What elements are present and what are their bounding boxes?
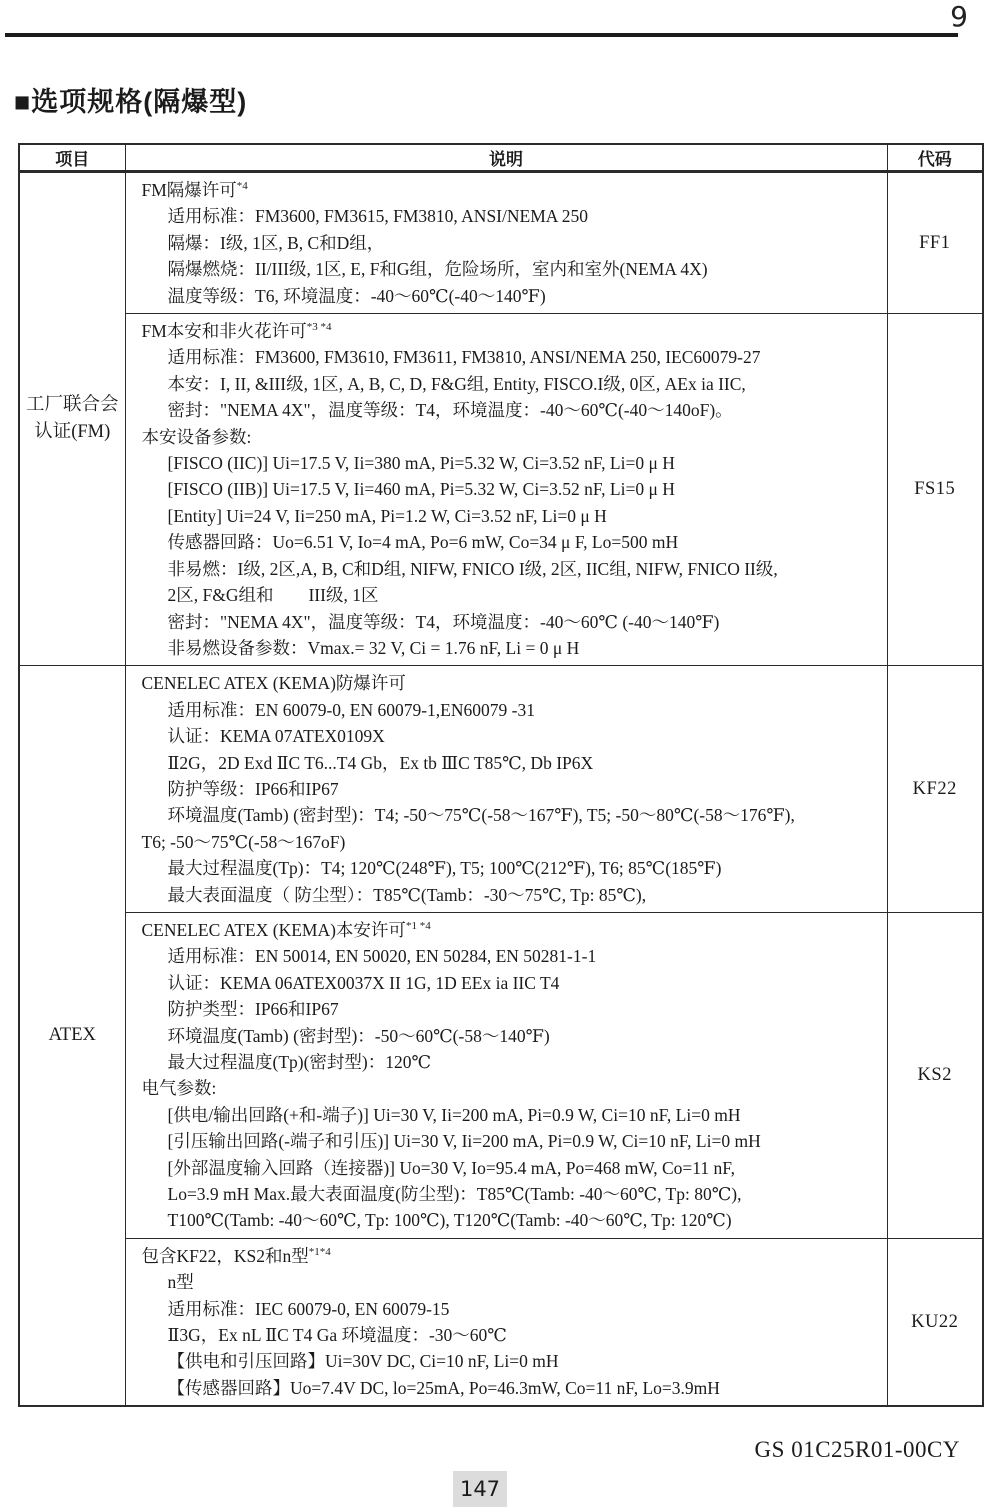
- footnote-marker: *4: [236, 180, 248, 193]
- description-cell: [125, 1238, 887, 1406]
- spec-line: 包含KF22，KS2和n型$^{*1*4}$: [141, 1245, 331, 1266]
- spec-line: [供电/输出回路(+和-端子)] Ui=30 V, Ii=200 mA, Pi=0.9 W, Ci=10 nF, Li=0 mH: [167, 1104, 741, 1125]
- spec-line: FM本安和非火花许可$^{*3 *4}$: [141, 321, 332, 342]
- page-number-bottom: 147: [453, 1471, 507, 1507]
- spec-line: 本安设备参数:: [141, 426, 252, 447]
- spec-line: n型: [167, 1272, 194, 1293]
- spec-line: FM隔爆许可$^{*4}$: [141, 180, 248, 200]
- spec-line: 最大过程温度(Tp)：T4; 120℃(248℉), T5; 100℃(212℉), T6; 85℃(185℉): [167, 858, 722, 879]
- spec-line: 认证：KEMA 07ATEX0109X: [167, 726, 385, 747]
- spec-line: 2区, F&G组和 III级, 1区: [167, 585, 379, 606]
- spec-line: 最大过程温度(Tp)(密封型)：120℃: [167, 1052, 432, 1072]
- table-row: [19, 314, 983, 666]
- code-cell: KS2: [887, 912, 983, 1238]
- spec-line: 传感器回路：Uo=6.51 V, Io=4 mA, Po=6 mW, Co=34 μ F, Lo=500 mH: [167, 532, 679, 553]
- spec-line: 隔爆：I级, 1区, B, C和D组，: [167, 232, 385, 253]
- spec-line: 环境温度(Tamb) (密封型)：-50～60℃(-58～140℉): [167, 1025, 550, 1046]
- section-title: ■选项规格(隔爆型): [14, 87, 248, 117]
- spec-line: 【供电和引压回路】Ui=30V DC, Ci=10 nF, Li=0 mH: [167, 1351, 559, 1372]
- spec-line: CENELEC ATEX (KEMA)本安许可$^{*1 *4}$: [141, 919, 431, 940]
- document-number: GS 01C25R01-00CY: [754, 1437, 960, 1462]
- description-cell: [125, 666, 887, 913]
- spec-line: [FISCO (IIC)] Ui=17.5 V, Ii=380 mA, Pi=5.32 W, Ci=3.52 nF, Li=0 μ H: [167, 453, 675, 474]
- spec-line: 非易燃设备参数：Vmax.= 32 V, Ci = 1.76 nF, Li = 0 μ H: [167, 637, 580, 658]
- table-row: [19, 1238, 983, 1406]
- col-header-code: 代码: [887, 144, 983, 172]
- item-label-line: 认证(FM): [34, 422, 111, 443]
- spec-line: 防护等级：IP66和IP67: [167, 778, 339, 799]
- col-header-description: 说明: [125, 144, 887, 172]
- description-cell: [125, 314, 887, 666]
- code-cell: KF22: [887, 666, 983, 913]
- spec-line: 适用标准：FM3600, FM3610, FM3611, FM3810, ANSI/NEMA 250, IEC60079-27: [167, 347, 761, 368]
- spec-line: 环境温度(Tamb) (密封型)：T4; -50～75℃(-58～167℉), T5; -50～80℃(-58～176℉),: [167, 805, 795, 826]
- code-cell: FS15: [887, 314, 983, 666]
- spec-line: 本安：I, II, &III级, 1区, A, B, C, D, F&G组, Entity, FISCO.I级, 0区, AEx ia IIC,: [167, 373, 746, 394]
- spec-line: Lo=3.9 mH Max.最大表面温度(防尘型)：T85℃(Tamb: -40～60℃, Tp: 80℃),: [167, 1184, 742, 1205]
- spec-line: T6; -50～75℃(-58～167oF): [141, 831, 346, 852]
- spec-line: [Entity] Ui=24 V, Ii=250 mA, Pi=1.2 W, Ci=3.52 nF, Li=0 μ H: [167, 505, 607, 526]
- spec-line: 最大表面温度（ 防尘型）：T85℃(Tamb：-30～75℃, Tp: 85℃),: [167, 884, 647, 905]
- footnote-marker: *1*4: [308, 1246, 331, 1259]
- spec-line: 【传感器回路】Uo=7.4V DC, lo=25mA, Po=46.3mW, Co=11 nF, Lo=3.9mH: [167, 1377, 720, 1398]
- description-cell: [125, 912, 887, 1238]
- item-label-line: ATEX: [48, 1025, 96, 1046]
- spec-line: [外部温度输入回路（连接器)] Uo=30 V, Io=95.4 mA, Po=468 mW, Co=11 nF,: [167, 1157, 735, 1178]
- spec-line: 非易燃：I级, 2区,A, B, C和D组, NIFW, FNICO I级, 2区, IIC组, NIFW, FNICO II级,: [167, 558, 778, 579]
- item-label-line: 工厂联合会: [25, 395, 119, 416]
- header-rule: [5, 33, 958, 37]
- spec-line: 隔爆燃烧：II/III级, 1区, E, F和G组，危险场所，室内和室外(NEMA 4X): [167, 259, 708, 280]
- spec-line: 防护类型：IP66和IP67: [167, 999, 339, 1020]
- code-cell: KU22: [887, 1238, 983, 1406]
- spec-line: CENELEC ATEX (KEMA)防爆许可: [141, 673, 406, 694]
- spec-line: T100℃(Tamb: -40～60℃, Tp: 100℃), T120℃(Tamb: -40～60℃, Tp: 120℃): [167, 1210, 732, 1231]
- item-cell: [19, 172, 125, 666]
- spec-line: 密封："NEMA 4X"，温度等级：T4，环境温度：-40～60℃ (-40～140℉): [167, 611, 720, 632]
- spec-line: Ⅱ2G，2D Exd ⅡC T6...T4 Gb，Ex tb ⅢC T85℃, Db IP6X: [167, 752, 594, 773]
- spec-line: 密封："NEMA 4X"，温度等级：T4，环境温度：-40～60℃(-40～140oF)。: [167, 400, 733, 421]
- spec-line: 适用标准：IEC 60079-0, EN 60079-15: [167, 1298, 450, 1319]
- table-header-row: [19, 144, 983, 172]
- col-header-item: 项目: [19, 144, 125, 172]
- spec-line: [FISCO (IIB)] Ui=17.5 V, Ii=460 mA, Pi=5.32 W, Ci=3.52 nF, Li=0 μ H: [167, 479, 675, 500]
- footnote-marker: *1 *4: [405, 920, 431, 933]
- footnote-marker: *3 *4: [306, 321, 332, 334]
- table-row: [19, 912, 983, 1238]
- options-table-body: [19, 172, 983, 1407]
- spec-line: [引压输出回路(-端子和引压)] Ui=30 V, Ii=200 mA, Pi=0.9 W, Ci=10 nF, Li=0 mH: [167, 1131, 761, 1152]
- spec-line: 电气参数:: [141, 1078, 217, 1099]
- spec-line: 适用标准：EN 50014, EN 50020, EN 50284, EN 50281-1-1: [167, 946, 597, 967]
- table-row: [19, 666, 983, 913]
- spec-line: 适用标准：FM3600, FM3615, FM3810, ANSI/NEMA 250: [167, 206, 589, 227]
- code-cell: FF1: [887, 172, 983, 314]
- item-cell: [19, 666, 125, 1406]
- description-cell: [125, 172, 887, 314]
- spec-line: Ⅱ3G，Ex nL ⅡC T4 Ga 环境温度：-30～60℃: [167, 1325, 507, 1346]
- spec-line: 适用标准：EN 60079-0, EN 60079-1,EN60079 -31: [167, 699, 535, 720]
- options-table: [18, 143, 984, 1407]
- table-row: [19, 172, 983, 314]
- spec-line: 认证：KEMA 06ATEX0037X II 1G, 1D EEx ia IIC T4: [167, 972, 560, 993]
- page-number-top: 9: [950, 0, 968, 33]
- spec-line: 温度等级：T6, 环境温度：-40～60℃(-40～140℉): [167, 285, 546, 306]
